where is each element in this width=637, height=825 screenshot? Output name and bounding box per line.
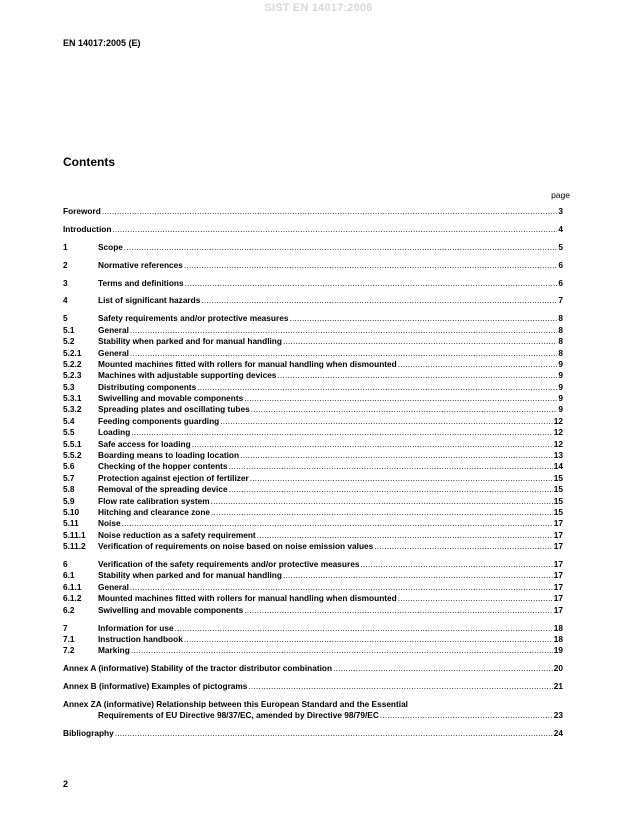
toc-entry[interactable] [63,450,563,461]
page-number: 2 [63,779,69,789]
toc-entry-page: 17 [553,541,563,552]
watermark: SIST EN 14017:2006 [264,2,373,14]
toc-leader-dots [124,242,557,253]
toc-entry-page: 15 [553,472,563,483]
toc-leader-dots [398,593,553,604]
toc-leader-dots [131,645,553,656]
toc-entry-title: Noise [98,518,121,529]
toc-entry-number: 5.2.2 [63,358,82,369]
toc-entry-title: Verification of the safety requirements and/or protective measures [98,559,360,570]
toc-entry-page: 17 [553,570,563,581]
toc-leader-dots [175,623,553,634]
toc-entry-number: 7.1 [63,633,75,644]
toc-leader-dots [333,663,553,674]
toc-leader-dots [211,507,553,518]
toc-entry-title: Marking [98,645,130,656]
toc-leader-dots [248,681,552,692]
toc-entry[interactable] [63,359,563,370]
toc-leader-dots [289,313,557,324]
toc-entry-title: Swivelling and movable components [98,604,244,615]
toc-entry-number: 5.9 [63,495,75,506]
toc-entry[interactable] [63,541,563,552]
toc-leader-dots [122,518,553,529]
toc-entry-bibliography[interactable] [63,728,563,739]
toc-entry[interactable] [63,484,563,495]
toc-leader-dots [229,484,553,495]
toc-entry-number: 5.10 [63,506,80,517]
toc-entry-number: 6.2 [63,604,75,615]
toc-entry-title: Introduction [63,223,112,234]
toc-entry-annex-za-line1: Annex ZA (informative) Relationship between this European Standard and the Essential [63,698,408,709]
toc-entry-number: 5.11 [63,518,79,529]
toc-leader-dots [197,382,557,393]
toc-entry[interactable] [63,427,563,438]
toc-entry-page: 3 [558,206,563,216]
toc-leader-dots [240,450,553,461]
toc-entry-page: 6 [558,277,563,288]
toc-leader-dots [244,605,553,616]
toc-entry-number: 5.2.3 [63,370,82,381]
toc-entry-number: 5.1 [63,324,75,335]
toc-entry-number: 4 [63,295,68,306]
toc-entry[interactable] [63,582,563,593]
toc-entry-number: 5.2.1 [63,347,82,358]
toc-leader-dots [251,404,558,415]
toc-entry-page: 9 [558,393,563,404]
toc-entry-page: 17 [553,604,563,615]
toc-entry-page: 6 [558,259,563,270]
toc-entry-title: Safe access for loading [98,438,191,449]
toc-entry[interactable] [63,461,563,472]
toc-entry[interactable] [63,439,563,450]
toc-entry[interactable] [63,260,563,271]
toc-entry-title: Boarding means to loading location [98,450,240,461]
toc-entry-title: Mounted machines fitted with rollers for manual handling when dismounted [98,593,397,604]
toc-entry-number: 2 [63,259,68,270]
toc-leader-dots [130,325,557,336]
toc-leader-dots [229,461,553,472]
toc-entry[interactable] [63,393,563,404]
toc-leader-dots [220,416,553,427]
toc-entry-number: 6.1 [63,570,75,581]
toc-entry[interactable] [63,681,563,692]
toc-entry-title: Bibliography [63,728,114,739]
toc-entry-number: 3 [63,277,68,288]
toc-entry[interactable] [63,336,563,347]
toc-entry-title: Removal of the spreading device [98,484,228,495]
toc-entry-page: 24 [553,728,563,739]
toc-entry-page: 8 [558,336,563,347]
toc-leader-dots [283,570,553,581]
toc-entry-number: 5.8 [63,484,75,495]
toc-entry-title: General [98,581,129,592]
toc-entry-page: 5 [558,241,563,252]
toc-entry[interactable] [63,295,563,306]
toc-entry-title: Machines with adjustable supporting devices [98,370,277,381]
toc-leader-dots [201,295,557,306]
toc-entry-title: Requirements of EU Directive 98/37/EC, amended by Directive 98/79/EC [98,710,379,721]
document-id: EN 14017:2005 (E) [63,38,141,48]
toc-entry-number: 5 [63,313,68,324]
toc-entry-title: Swivelling and movable components [98,393,244,404]
toc-entry-number: 5.11.1 [63,529,86,540]
toc-entry[interactable] [63,645,563,656]
toc-leader-dots [130,582,553,593]
toc-entry-page: 13 [553,450,563,461]
toc-entry-number: 1 [63,241,68,252]
toc-entry[interactable] [63,278,563,289]
toc-leader-dots [398,359,558,370]
toc-leader-dots [112,224,557,235]
toc-entry-page: 9 [558,358,563,369]
toc-leader-dots [192,439,553,450]
toc-entry-title: Protection against ejection of fertilizer [98,472,249,483]
toc-leader-dots [211,496,553,507]
toc-leader-dots [277,370,557,381]
page-column-label: page [551,190,570,200]
toc-leader-dots [184,260,558,271]
toc-entry-page: 12 [553,427,563,438]
toc-entry-page: 21 [553,681,563,692]
toc-entry[interactable] [63,382,563,393]
toc-entry-title: Noise reduction as a safety requirement [98,529,256,540]
toc-entry-page: 15 [553,495,563,506]
toc-entry-page: 8 [558,313,563,324]
toc-entry[interactable] [63,559,563,570]
toc-entry-title: Annex B (informative) Examples of pictograms [63,681,248,692]
toc-entry-page: 17 [553,529,563,540]
toc-entry-page: 17 [553,559,563,570]
toc-entry-page: 17 [553,581,563,592]
toc-entry[interactable] [63,370,563,381]
toc-entry[interactable] [63,348,563,359]
toc-leader-dots [283,336,557,347]
toc-entry-title: Mounted machines fitted with rollers for manual handling when dismounted [98,358,397,369]
toc-entry-number: 5.2 [63,336,75,347]
toc-entry-number: 5.5 [63,427,75,438]
toc-entry-page: 23 [553,710,563,721]
toc-entry-number: 5.3.2 [63,404,82,415]
toc-entry-page: 7 [558,295,563,306]
toc-leader-dots [250,473,553,484]
toc-entry-title: Feeding components guarding [98,415,220,426]
toc-entry-number: 6.1.1 [63,581,82,592]
toc-entry-title: Instruction handbook [98,633,183,644]
toc-entry-number: 5.3.1 [63,393,82,404]
toc-entry-title: Normative references [98,259,183,270]
toc-entry-title: Terms and definitions [98,277,184,288]
toc-entry-number: 5.4 [63,415,75,426]
toc-entry-title: Verification of requirements on noise based on noise emission values [98,541,374,552]
toc-entry-number: 5.11.2 [63,541,86,552]
toc-entry-page: 18 [553,622,563,633]
toc-entry-page: 8 [558,347,563,358]
toc-entry[interactable] [63,473,563,484]
toc-leader-dots [102,206,558,217]
toc-entry-number: 5.6 [63,461,75,472]
toc-entry[interactable] [63,623,563,634]
toc-entry-title: Checking of the hopper contents [98,461,228,472]
toc-entry-page: 9 [558,370,563,381]
toc-leader-dots [115,728,553,739]
toc-entry-title: Distributing components [98,381,197,392]
toc-entry[interactable] [63,496,563,507]
toc-entry[interactable] [63,224,563,235]
toc-entry-page: 20 [553,663,563,674]
toc-entry[interactable] [63,605,563,616]
toc-entry-page: 8 [558,324,563,335]
table-of-contents [63,206,563,740]
toc-entry-number: 5.3 [63,381,75,392]
toc-entry-annex-za[interactable] [63,710,563,721]
toc-entry-title: Scope [98,241,123,252]
toc-leader-dots [360,559,552,570]
toc-entry-page: 18 [553,633,563,644]
toc-entry[interactable] [63,416,563,427]
toc-entry[interactable] [63,313,563,324]
toc-entry-page: 15 [553,506,563,517]
toc-entry-title: Hitching and clearance zone [98,506,211,517]
toc-entry-page: 15 [553,484,563,495]
toc-entry-page: 9 [558,404,563,415]
toc-leader-dots [244,393,557,404]
toc-entry-page: 17 [553,593,563,604]
toc-entry-number: 5.5.1 [63,438,82,449]
toc-entry-page: 4 [558,223,563,234]
toc-entry-page: 19 [553,645,563,656]
toc-entry-title: Stability when parked and for manual handling [98,570,282,581]
toc-entry-title: Loading [98,427,131,438]
toc-entry-title: Annex A (informative) Stability of the tractor distributor combination [63,663,333,674]
toc-entry-title: Spreading plates and oscillating tubes [98,404,250,415]
toc-entry-title: General [98,347,129,358]
toc-entry-title: Foreword [63,206,101,216]
toc-leader-dots [374,541,553,552]
toc-entry-page: 14 [553,461,563,472]
toc-entry-title: Stability when parked and for manual handling [98,336,282,347]
toc-leader-dots [184,634,553,645]
toc-entry-page: 12 [553,438,563,449]
toc-entry[interactable] [63,242,563,253]
toc-leader-dots [380,710,553,721]
contents-heading: Contents [63,155,115,169]
toc-entry-title: Safety requirements and/or protective measures [98,313,289,324]
toc-entry-title: Flow rate calibration system [98,495,210,506]
toc-leader-dots [185,278,558,289]
toc-entry[interactable] [63,404,563,415]
toc-entry[interactable] [63,206,563,217]
toc-leader-dots [257,530,553,541]
toc-entry[interactable] [63,570,563,581]
toc-entry[interactable] [63,663,563,674]
toc-entry-number: 5.5.2 [63,450,82,461]
toc-leader-dots [131,427,553,438]
toc-entry-number: 5.7 [63,472,75,483]
toc-entry-title: General [98,324,129,335]
toc-entry-page: 9 [558,381,563,392]
toc-entry-page: 12 [553,415,563,426]
toc-entry[interactable] [63,530,563,541]
toc-entry-number: 7.2 [63,645,75,656]
toc-entry-title: Information for use [98,622,174,633]
toc-entry[interactable] [63,325,563,336]
toc-entry-number: 6 [63,559,68,570]
toc-entry-number: 7 [63,622,68,633]
toc-entry[interactable] [63,634,563,645]
toc-entry-page: 17 [553,518,563,529]
toc-entry[interactable] [63,593,563,604]
toc-entry-title: List of significant hazards [98,295,201,306]
toc-entry[interactable] [63,518,563,529]
toc-entry[interactable] [63,507,563,518]
toc-entry-number: 6.1.2 [63,593,82,604]
toc-leader-dots [130,348,557,359]
